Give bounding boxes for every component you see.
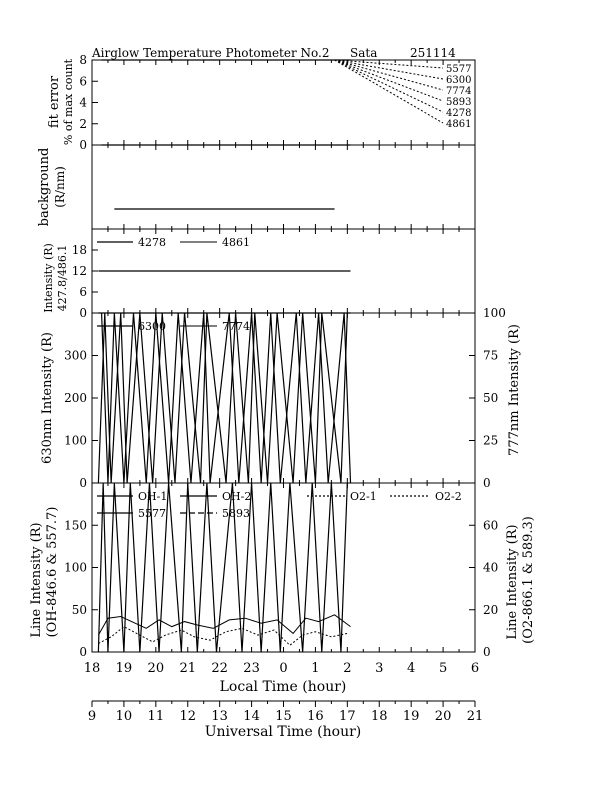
fit-error-legend-label: 5577	[446, 64, 472, 75]
legend-4861-label: 4861	[222, 236, 250, 249]
fit-error-ylabel2: % of max count	[62, 58, 75, 146]
legend-o2-1-label: O2-1	[350, 490, 377, 503]
panel-background-frame	[92, 145, 475, 229]
line-ylabel: Line Intensity (R)	[29, 522, 44, 638]
630-ytick-label: 0	[79, 476, 87, 490]
legend-5893-label: 5893	[222, 507, 250, 520]
axis-ticks	[64, 53, 506, 724]
o2-ytick-label: 40	[483, 560, 499, 575]
legend-oh-1-label: OH-1	[138, 490, 168, 503]
630-ylabel: 630nm Intensity (R)	[40, 332, 55, 464]
background-ylabel: background	[37, 147, 52, 227]
legend-5577-label: 5577	[138, 507, 166, 520]
local-tick-label: 19	[115, 661, 133, 676]
panel-630-777-frame	[92, 313, 475, 483]
ut-tick-label: 10	[115, 709, 133, 724]
panel-630-ylabels	[40, 324, 522, 464]
fit-error-legend-label: 4278	[446, 108, 472, 119]
fit-error-legend-line	[335, 60, 443, 90]
local-tick-label: 20	[147, 661, 165, 676]
ut-tick-label: 9	[87, 709, 97, 724]
fit-error-legend-label: 4861	[446, 119, 472, 130]
local-tick-label: 2	[343, 661, 352, 676]
local-tick-label: 23	[243, 661, 260, 676]
ut-tick-label: 12	[179, 709, 197, 724]
legend-4278-label: 4278	[138, 236, 166, 249]
fit-error-legend-line	[335, 60, 443, 101]
ut-tick-label: 18	[370, 709, 388, 724]
ut-tick-label: 19	[402, 709, 420, 724]
local-tick-label: 3	[375, 661, 384, 676]
fit-error-legend-label: 7774	[446, 86, 472, 97]
line-ytick-label: 150	[64, 518, 87, 533]
local-tick-label: 0	[279, 661, 288, 676]
legend-7774-label: 7774	[222, 320, 250, 333]
local-tick-label: 21	[179, 661, 197, 676]
local-tick-label: 18	[83, 661, 101, 676]
ut-label: Universal Time (hour)	[204, 724, 362, 740]
line-ylabel4: (O2-866.1 & 589.3)	[521, 516, 536, 644]
fit-error-legend-label: 6300	[446, 75, 472, 86]
777-ytick-label: 25	[483, 433, 499, 448]
fit-error-legend-label: 5893	[446, 97, 472, 108]
data-marks	[98, 60, 350, 652]
intensity-ytick-label: 6	[79, 285, 87, 299]
panel-fit-error-ylabels	[47, 58, 75, 145]
fit-error-ytick-label: 2	[79, 116, 87, 131]
panel-intensity-ylabels	[42, 243, 69, 313]
777-ytick-label: 50	[483, 391, 499, 405]
panel-fit-error-frame	[92, 60, 475, 145]
local-tick-label: 6	[470, 661, 480, 676]
ut-tick-label: 17	[339, 709, 356, 724]
777-ylabel: 777nm Intensity (R)	[507, 324, 522, 456]
line-ylabel3: Line Intensity (R)	[505, 524, 520, 640]
630-ytick-label: 200	[64, 391, 87, 405]
o2-ytick-label: 0	[483, 645, 491, 659]
630-ytick-label: 100	[64, 433, 87, 448]
panel-background-ylabels	[37, 148, 67, 227]
777-ytick-label: 100	[483, 306, 506, 320]
legend-o2-2-label: O2-2	[435, 490, 462, 503]
ut-tick-label: 15	[275, 709, 292, 724]
line-ylabel2: (OH-846.6 & 557.7)	[45, 506, 60, 638]
legends	[97, 60, 471, 520]
chart-date: 251114	[410, 46, 456, 60]
intensity-ytick-label: 0	[79, 306, 87, 320]
fit-error-legend-line	[335, 60, 443, 112]
ut-tick-label: 21	[466, 709, 484, 724]
fit-error-ytick-label: 0	[79, 138, 87, 152]
intensity-ylabel2: 427.8/486.1	[56, 244, 69, 312]
chart-site: Sata	[350, 46, 378, 60]
ut-tick-label: 11	[147, 709, 165, 724]
local-tick-label: 22	[211, 661, 228, 676]
ut-tick-label: 20	[434, 709, 452, 724]
chart-title: Airglow Temperature Photometer No.2	[92, 46, 330, 60]
ut-tick-label: 13	[211, 709, 228, 724]
fit-error-ylabel: fit error	[47, 75, 62, 129]
legend-6300-label: 6300	[138, 320, 166, 333]
ut-tick-label: 14	[243, 709, 260, 724]
ut-tick-label: 16	[307, 709, 324, 724]
fit-error-ytick-label: 4	[79, 95, 87, 110]
local-tick-label: 1	[311, 661, 320, 676]
line-ytick-label: 50	[71, 602, 87, 617]
o2-ytick-label: 20	[483, 602, 499, 617]
fit-error-ytick-label: 6	[79, 74, 87, 89]
local-time-label: Local Time (hour)	[219, 679, 347, 695]
777-ytick-label: 0	[483, 476, 491, 490]
fit-error-ytick-label: 8	[79, 53, 87, 67]
777-ytick-label: 75	[483, 348, 499, 363]
series-o2-1	[98, 627, 347, 646]
line-ytick-label: 100	[64, 560, 87, 575]
o2-ytick-label: 60	[483, 518, 499, 533]
fit-error-legend-line	[335, 60, 443, 123]
local-tick-label: 4	[407, 661, 416, 676]
background-ylabel2: (R/nm)	[53, 166, 67, 208]
intensity-ytick-label: 12	[71, 264, 87, 278]
intensity-ylabel: Intensity (R)	[42, 243, 55, 313]
local-tick-label: 5	[438, 661, 448, 676]
legend-oh-2-label: OH-2	[222, 490, 252, 503]
630-ytick-label: 300	[64, 348, 87, 363]
intensity-ytick-label: 18	[71, 243, 87, 257]
line-ytick-label: 0	[79, 645, 87, 659]
